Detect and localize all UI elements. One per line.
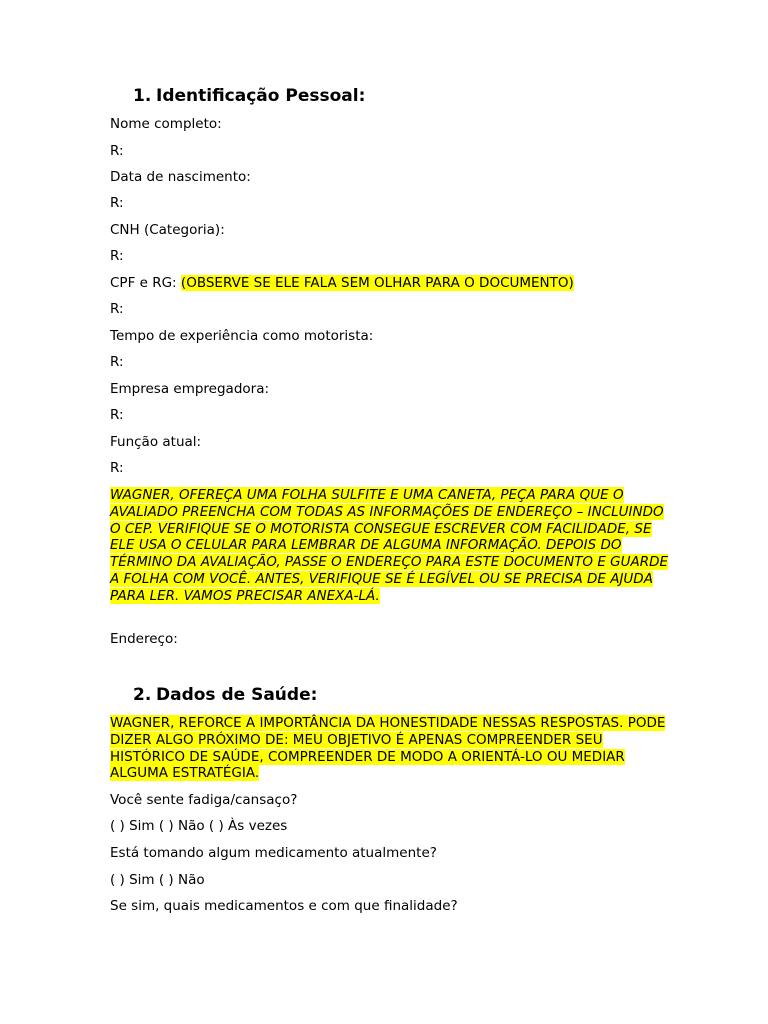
question-fadiga: Você sente fadiga/cansaço? xyxy=(110,792,298,808)
cpf-line xyxy=(110,275,574,292)
nascimento-answer: R: xyxy=(110,195,124,211)
instruction-saude xyxy=(110,715,670,782)
endereco-label: Endereço: xyxy=(110,631,178,647)
cpf-label: CPF e RG: xyxy=(110,275,177,291)
instruction-saude-text: WAGNER, REFORCE A IMPORTÂNCIA DA HONESTIDADE NESSAS RESPOSTAS. PODE DIZER ALGO PRÓXIMO DE: MEU OBJETIVO É APENAS COMPREENDER SEU HISTÓRICO DE SAÚDE, COMPREENDER DE MODO A ORIENTÁ-LO OU MEDIAR ALGUMA ESTRATÉGIA. xyxy=(110,715,666,782)
section-2-title: Dados de Saúde: xyxy=(156,685,318,705)
instruction-endereco xyxy=(110,487,670,605)
nome-answer: R: xyxy=(110,143,124,159)
funcao-answer: R: xyxy=(110,460,124,476)
question-quais-medicamentos: Se sim, quais medicamentos e com que finalidade? xyxy=(110,898,458,914)
cpf-note-highlight: (OBSERVE SE ELE FALA SEM OLHAR PARA O DOCUMENTO) xyxy=(180,275,574,291)
funcao-label: Função atual: xyxy=(110,434,202,450)
empresa-label: Empresa empregadora: xyxy=(110,381,270,397)
instruction-endereco-text: WAGNER, OFEREÇA UMA FOLHA SULFITE E UMA CANETA, PEÇA PARA QUE O AVALIADO PREENCHA COM TODAS AS INFORMAÇÕES DE ENDEREÇO – INCLUINDO O CEP. VERIFIQUE SE O MOTORISTA CONSEGUE ESCREVER COM FACILIDADE, SE ELE USA O CELULAR PARA LEMBRAR DE ALGUMA INFORMAÇÃO. DEPOIS DO TÉRMINO DA AVALIAÇÃO, PASSE O ENDEREÇO PARA ESTE DOCUMENTO E GUARDE A FOLHA COM VOCÊ. ANTES, VERIFIQUE SE É LEGÍVEL OU SE PRECISA DE AJUDA PARA LER. VAMOS PRECISAR ANEXA-LÁ. xyxy=(110,487,669,604)
cnh-answer: R: xyxy=(110,248,124,264)
section-2-heading xyxy=(133,684,317,706)
nascimento-label: Data de nascimento: xyxy=(110,169,251,185)
section-2-number: 2. xyxy=(133,685,152,705)
section-1-number: 1. xyxy=(133,86,152,106)
nome-label: Nome completo: xyxy=(110,116,222,132)
section-1-heading xyxy=(133,85,365,107)
options-medicamento: ( ) Sim ( ) Não xyxy=(110,872,205,888)
tempo-label: Tempo de experiência como motorista: xyxy=(110,328,374,344)
cnh-label: CNH (Categoria): xyxy=(110,222,225,238)
tempo-answer: R: xyxy=(110,354,124,370)
section-1-title: Identificação Pessoal: xyxy=(156,86,366,106)
options-fadiga: ( ) Sim ( ) Não ( ) Às vezes xyxy=(110,818,288,834)
cpf-answer: R: xyxy=(110,301,124,317)
empresa-answer: R: xyxy=(110,407,124,423)
question-medicamento: Está tomando algum medicamento atualmente? xyxy=(110,845,437,861)
